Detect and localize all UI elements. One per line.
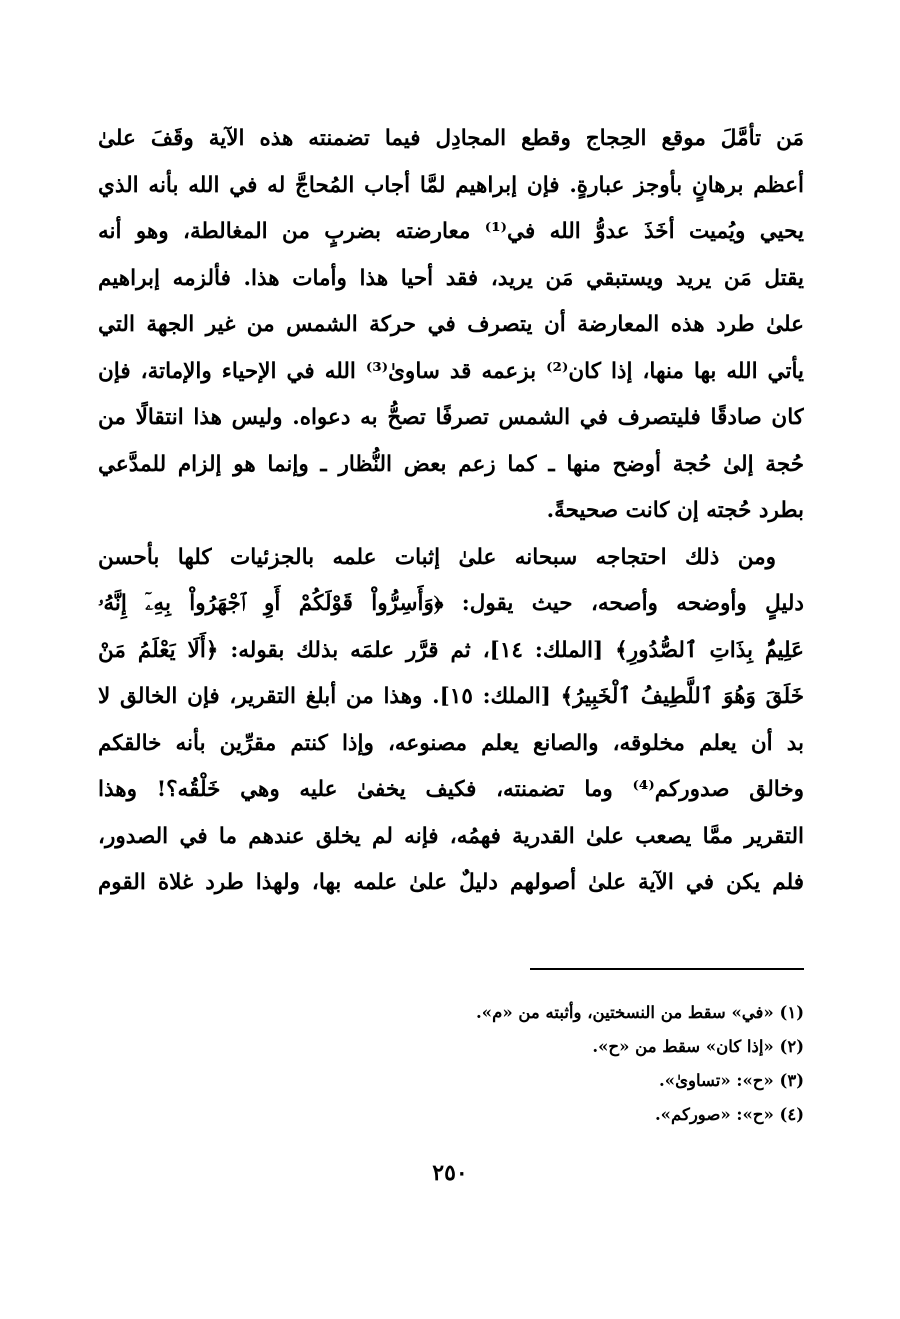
text-line: بطرد حُجته إن كانت صحيحةً. bbox=[546, 498, 804, 523]
text-line: وخالق صدوركم⁽⁴⁾ وما تضمنته، فكيف يخفىٰ عليه وهي خَلْقُه؟! وهذا bbox=[98, 777, 804, 802]
text-line: مَن تأمَّلَ موقع الحِجاج وقطع المجادِل فيما تضمنته هذه الآية وقَفَ علىٰ bbox=[98, 126, 804, 151]
footnotes bbox=[98, 996, 804, 1132]
page-number: ٢٥٠ bbox=[432, 1160, 468, 1186]
text-line: التقرير ممَّا يصعب علىٰ القدرية فهمُه، فإنه لم يخلق عندهم ما في الصدور، bbox=[98, 823, 804, 849]
footnote: (٣) «ح»: «تساوىٰ». bbox=[659, 1071, 804, 1090]
text-line: عَلِيمٌۢ بِذَاتِ ٱلصُّدُورِ﴾ [الملك: ١٤]، ثم قرَّر علمَه بذلك بقوله: ﴿أَلَا يَعْلَمُ مَنْ bbox=[98, 637, 804, 663]
main-text bbox=[98, 116, 804, 907]
text-line: حُجة إلىٰ حُجة أوضح منها ـ كما زعم بعض النُّظار ـ وإنما هو إلزام للمدَّعي bbox=[98, 451, 804, 477]
text-line: خَلَقَ وَهُوَ ٱللَّطِيفُ ٱلْخَبِيرُ﴾ [الملك: ١٥]. وهذا من أبلغ التقرير، فإن الخالق لا bbox=[98, 684, 804, 709]
footnote: (١) «في» سقط من النسختين، وأثبته من «م». bbox=[476, 1003, 804, 1022]
footnote-divider bbox=[530, 968, 804, 970]
text-line: كان صادقًا فليتصرف في الشمس تصرفًا تصحُّ به دعواه. وليس هذا انتقالًا من bbox=[98, 405, 804, 430]
text-line: ومن ذلك احتجاجه سبحانه علىٰ إثبات علمه بالجزئيات كلها بأحسن bbox=[98, 544, 776, 570]
text-line: يقتل مَن يريد ويستبقي مَن يريد، فقد أحيا هذا وأمات هذا. فألزمه إبراهيم bbox=[98, 265, 804, 291]
text-line: أعظم برهانٍ بأوجز عبارةٍ. فإن إبراهيم لمَّا أجاب المُحاجَّ له في الله بأنه الذي bbox=[98, 172, 804, 198]
text-line: علىٰ طرد هذه المعارضة أن يتصرف في حركة الشمس من غير الجهة التي bbox=[98, 312, 804, 337]
footnote: (٢) «إذا كان» سقط من «ح». bbox=[592, 1037, 804, 1056]
text-line: بد أن يعلم مخلوقه، والصانع يعلم مصنوعه، وإذا كنتم مقرِّين بأنه خالقكم bbox=[98, 730, 804, 756]
text-line: يأتي الله بها منها، إذا كان⁽²⁾ بزعمه قد ساوىٰ⁽³⁾ الله في الإحياء والإماتة، فإن bbox=[98, 358, 804, 384]
text-line: يحيي ويُميت أخَذَ عدوُّ الله في⁽¹⁾ معارضته بضربٍ من المغالطة، وهو أنه bbox=[98, 219, 804, 244]
footnote: (٤) «ح»: «صوركم». bbox=[654, 1105, 804, 1124]
text-line: فلم يكن في الآية علىٰ أصولهم دليلٌ علىٰ علمه بها، ولهذا طرد غلاة القوم bbox=[98, 870, 804, 895]
text-line: دليلٍ وأوضحه وأصحه، حيث يقول: ﴿وَأَسِرُّواْ قَوْلَكُمْ أَوِ ٱجْهَرُواْ بِهِۦٓ إِنَّهُۥ bbox=[98, 591, 804, 616]
